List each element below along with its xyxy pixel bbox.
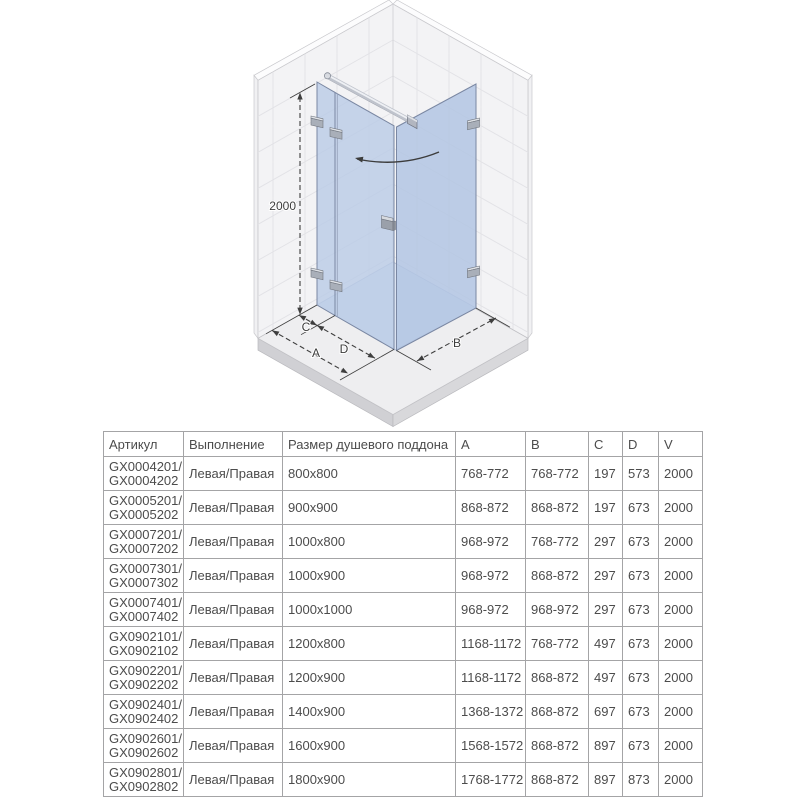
article-line1: GX0902201/ bbox=[109, 662, 183, 678]
cell-article bbox=[104, 593, 184, 627]
article-line1: GX0902101/ bbox=[109, 628, 183, 644]
cell-b: 768-772 bbox=[526, 627, 589, 661]
col-header-size: Размер душевого поддона bbox=[283, 432, 456, 457]
cell-c: 197 bbox=[589, 457, 623, 491]
door-handle-side bbox=[393, 221, 396, 231]
cell-v: 2000 bbox=[659, 491, 703, 525]
cell-size: 1000x900 bbox=[283, 559, 456, 593]
cell-b: 868-872 bbox=[526, 661, 589, 695]
article-line2: GX0007302 bbox=[109, 574, 179, 590]
cell-size: 1200x800 bbox=[283, 627, 456, 661]
cell-version: Левая/Правая bbox=[184, 491, 283, 525]
dim-d-label: D bbox=[339, 342, 349, 356]
cell-a: 768-772 bbox=[456, 457, 526, 491]
table-row bbox=[104, 695, 703, 729]
table-row bbox=[104, 457, 703, 491]
article-line1: GX0007401/ bbox=[109, 594, 183, 610]
cell-b: 868-872 bbox=[526, 491, 589, 525]
cell-article bbox=[104, 627, 184, 661]
col-header-b: B bbox=[526, 432, 589, 457]
cell-b: 868-872 bbox=[526, 695, 589, 729]
cell-b: 868-872 bbox=[526, 729, 589, 763]
cell-b: 768-772 bbox=[526, 525, 589, 559]
dim-b-label: B bbox=[452, 336, 462, 350]
cell-c: 897 bbox=[589, 763, 623, 797]
col-header-d: D bbox=[623, 432, 659, 457]
cell-a: 968-972 bbox=[456, 559, 526, 593]
cell-d: 673 bbox=[623, 525, 659, 559]
cell-size: 1000x800 bbox=[283, 525, 456, 559]
cell-version: Левая/Правая bbox=[184, 559, 283, 593]
cell-size: 800x800 bbox=[283, 457, 456, 491]
article-line1: GX0902601/ bbox=[109, 730, 183, 746]
cell-c: 497 bbox=[589, 627, 623, 661]
cell-size: 900x900 bbox=[283, 491, 456, 525]
table-row bbox=[104, 729, 703, 763]
cell-v: 2000 bbox=[659, 559, 703, 593]
article-line2: GX0004202 bbox=[109, 472, 179, 488]
cell-c: 297 bbox=[589, 559, 623, 593]
article-line1: GX0007301/ bbox=[109, 560, 183, 576]
cell-version: Левая/Правая bbox=[184, 729, 283, 763]
cell-a: 1168-1172 bbox=[456, 661, 526, 695]
cell-d: 873 bbox=[623, 763, 659, 797]
cell-v: 2000 bbox=[659, 627, 703, 661]
cell-c: 897 bbox=[589, 729, 623, 763]
cell-v: 2000 bbox=[659, 457, 703, 491]
dim-c-label: C bbox=[301, 320, 311, 334]
cell-size: 1200x900 bbox=[283, 661, 456, 695]
article-line1: GX0004201/ bbox=[109, 458, 183, 474]
cell-v: 2000 bbox=[659, 593, 703, 627]
table-row bbox=[104, 627, 703, 661]
cell-size: 1600x900 bbox=[283, 729, 456, 763]
table-row bbox=[104, 559, 703, 593]
cell-d: 673 bbox=[623, 559, 659, 593]
spec-table bbox=[103, 431, 703, 797]
right-wall-end-face bbox=[528, 75, 532, 338]
cell-version: Левая/Правая bbox=[184, 661, 283, 695]
cell-article bbox=[104, 729, 184, 763]
cell-d: 673 bbox=[623, 695, 659, 729]
cell-b: 868-872 bbox=[526, 559, 589, 593]
col-header-v: V bbox=[659, 432, 703, 457]
cell-a: 868-872 bbox=[456, 491, 526, 525]
cell-v: 2000 bbox=[659, 661, 703, 695]
cell-article bbox=[104, 763, 184, 797]
cell-a: 1768-1772 bbox=[456, 763, 526, 797]
cell-d: 673 bbox=[623, 661, 659, 695]
header-row bbox=[104, 432, 703, 457]
cell-a: 968-972 bbox=[456, 525, 526, 559]
article-line1: GX0005201/ bbox=[109, 492, 183, 508]
cell-c: 197 bbox=[589, 491, 623, 525]
col-header-c: C bbox=[589, 432, 623, 457]
cell-c: 297 bbox=[589, 593, 623, 627]
cell-b: 768-772 bbox=[526, 457, 589, 491]
support-bar-wall-cap bbox=[324, 73, 330, 79]
cell-a: 968-972 bbox=[456, 593, 526, 627]
article-line2: GX0902402 bbox=[109, 710, 179, 726]
cell-version: Левая/Правая bbox=[184, 763, 283, 797]
cell-size: 1800x900 bbox=[283, 763, 456, 797]
article-line1: GX0902801/ bbox=[109, 764, 183, 780]
article-line1: GX0007201/ bbox=[109, 526, 183, 542]
table-row bbox=[104, 661, 703, 695]
cell-d: 573 bbox=[623, 457, 659, 491]
cell-b: 868-872 bbox=[526, 763, 589, 797]
dim-a-label: A bbox=[311, 346, 321, 360]
cell-version: Левая/Правая bbox=[184, 695, 283, 729]
table-row bbox=[104, 763, 703, 797]
cell-v: 2000 bbox=[659, 763, 703, 797]
left-wall-end-face bbox=[254, 75, 258, 338]
article-line2: GX0902202 bbox=[109, 676, 179, 692]
cell-d: 673 bbox=[623, 491, 659, 525]
cell-size: 1000x1000 bbox=[283, 593, 456, 627]
cell-b: 968-972 bbox=[526, 593, 589, 627]
article-line2: GX0005202 bbox=[109, 506, 179, 522]
article-line2: GX0902102 bbox=[109, 642, 179, 658]
cell-version: Левая/Правая bbox=[184, 525, 283, 559]
article-line2: GX0902802 bbox=[109, 778, 179, 794]
dim-height-label: 2000 bbox=[269, 199, 296, 213]
table-row bbox=[104, 525, 703, 559]
article-line2: GX0007402 bbox=[109, 608, 179, 624]
cell-article bbox=[104, 661, 184, 695]
cell-v: 2000 bbox=[659, 695, 703, 729]
table-row bbox=[104, 593, 703, 627]
cell-c: 297 bbox=[589, 525, 623, 559]
cell-a: 1168-1172 bbox=[456, 627, 526, 661]
col-header-article: Артикул bbox=[104, 432, 184, 457]
col-header-a: A bbox=[456, 432, 526, 457]
cell-article bbox=[104, 457, 184, 491]
cell-d: 673 bbox=[623, 729, 659, 763]
cell-v: 2000 bbox=[659, 525, 703, 559]
article-line2: GX0902602 bbox=[109, 744, 179, 760]
cell-d: 673 bbox=[623, 627, 659, 661]
cell-article bbox=[104, 559, 184, 593]
cell-version: Левая/Правая bbox=[184, 627, 283, 661]
cell-version: Левая/Правая bbox=[184, 593, 283, 627]
cell-v: 2000 bbox=[659, 729, 703, 763]
col-header-version: Выполнение bbox=[184, 432, 283, 457]
article-line2: GX0007202 bbox=[109, 540, 179, 556]
cell-c: 497 bbox=[589, 661, 623, 695]
article-line1: GX0902401/ bbox=[109, 696, 183, 712]
cell-c: 697 bbox=[589, 695, 623, 729]
table-row bbox=[104, 491, 703, 525]
cell-size: 1400x900 bbox=[283, 695, 456, 729]
cell-version: Левая/Правая bbox=[184, 457, 283, 491]
cell-d: 673 bbox=[623, 593, 659, 627]
cell-a: 1568-1572 bbox=[456, 729, 526, 763]
cell-article bbox=[104, 491, 184, 525]
cell-a: 1368-1372 bbox=[456, 695, 526, 729]
cell-article bbox=[104, 525, 184, 559]
cell-article bbox=[104, 695, 184, 729]
